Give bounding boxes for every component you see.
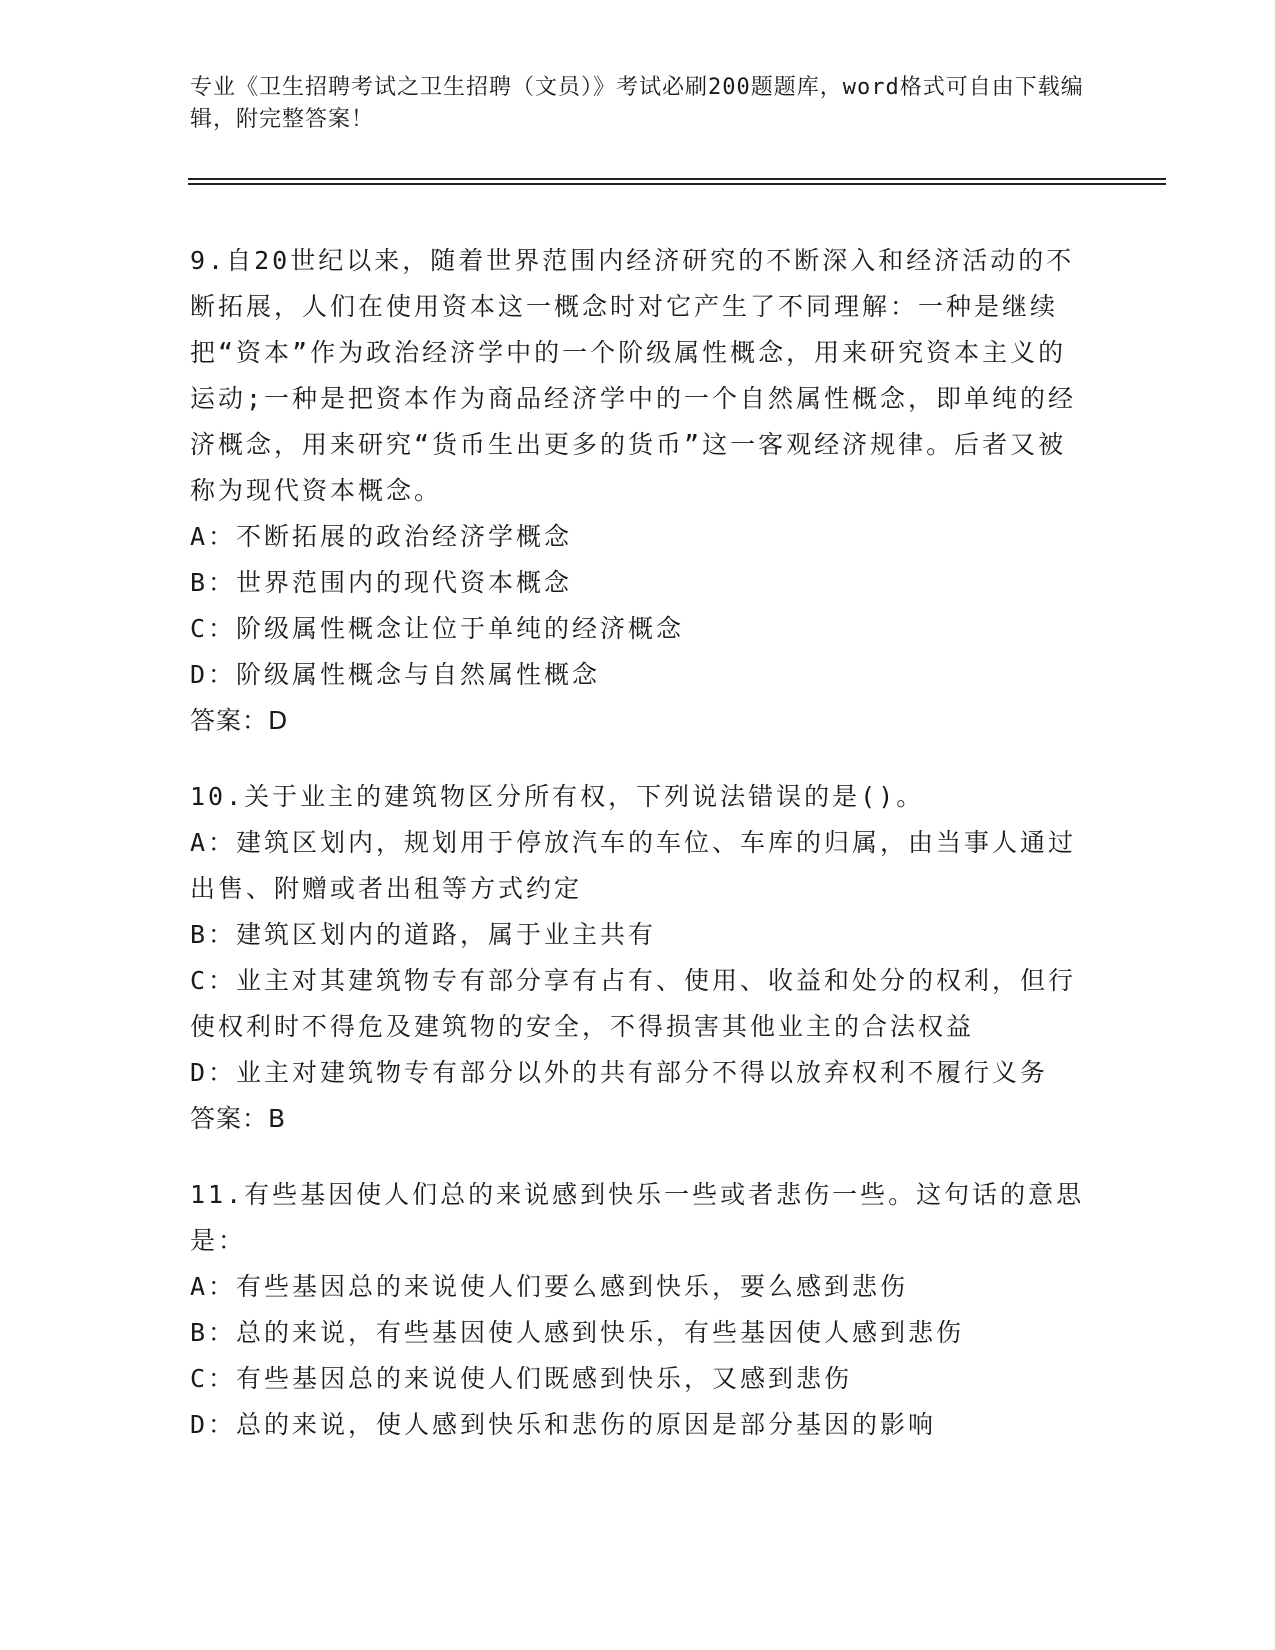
header-rule-top [188, 178, 1166, 180]
answer-line: 答案：B [190, 1104, 287, 1133]
option-d: D：总的来说，使人感到快乐和悲伤的原因是部分基因的影响 [190, 1410, 937, 1439]
answer-line: 答案：D [190, 706, 289, 735]
option-a: A：建筑区划内，规划用于停放汽车的车位、车库的归属，由当事人通过出售、附赠或者出租等方式约定 [190, 828, 1077, 903]
question-11 [190, 1172, 1090, 1448]
option-b: B：建筑区划内的道路，属于业主共有 [190, 920, 657, 949]
option-c: C：阶级属性概念让位于单纯的经济概念 [190, 614, 685, 643]
question-9 [190, 238, 1090, 744]
option-b: B：世界范围内的现代资本概念 [190, 568, 573, 597]
option-c: C：业主对其建筑物专有部分享有占有、使用、收益和处分的权利，但行使权利时不得危及建筑物的安全，不得损害其他业主的合法权益 [190, 966, 1077, 1041]
question-list [190, 238, 1090, 1448]
option-d: D：业主对建筑物专有部分以外的共有部分不得以放弃权利不履行义务 [190, 1058, 1049, 1087]
header-rule-bottom [188, 183, 1166, 185]
option-c: C：有些基因总的来说使人们既感到快乐，又感到悲伤 [190, 1364, 853, 1393]
question-text: 11.有些基因使人们总的来说感到快乐一些或者悲伤一些。这句话的意思是： [190, 1180, 1085, 1255]
option-b: B：总的来说，有些基因使人感到快乐，有些基因使人感到悲伤 [190, 1318, 965, 1347]
question-text: 9.自20世纪以来，随着世界范围内经济研究的不断深入和经济活动的不断拓展，人们在使用资本这一概念时对它产生了不同理解：一种是继续把“资本”作为政治经济学中的一个阶级属性概念，用来研究资本主义的运动;一种是把资本作为商品经济学中的一个自然属性概念，即单纯的经济概念，用来研究“货币生出更多的货币”这一客观经济规律。后者又被称为现代资本概念。 [190, 246, 1077, 505]
question-text: 10.关于业主的建筑物区分所有权，下列说法错误的是()。 [190, 782, 925, 811]
option-a: A：不断拓展的政治经济学概念 [190, 522, 573, 551]
document-header: 专业《卫生招聘考试之卫生招聘（文员）》考试必刷200题题库，word格式可自由下载编辑，附完整答案！ [190, 75, 1084, 132]
option-d: D：阶级属性概念与自然属性概念 [190, 660, 601, 689]
option-a: A：有些基因总的来说使人们要么感到快乐，要么感到悲伤 [190, 1272, 909, 1301]
question-10 [190, 774, 1090, 1142]
